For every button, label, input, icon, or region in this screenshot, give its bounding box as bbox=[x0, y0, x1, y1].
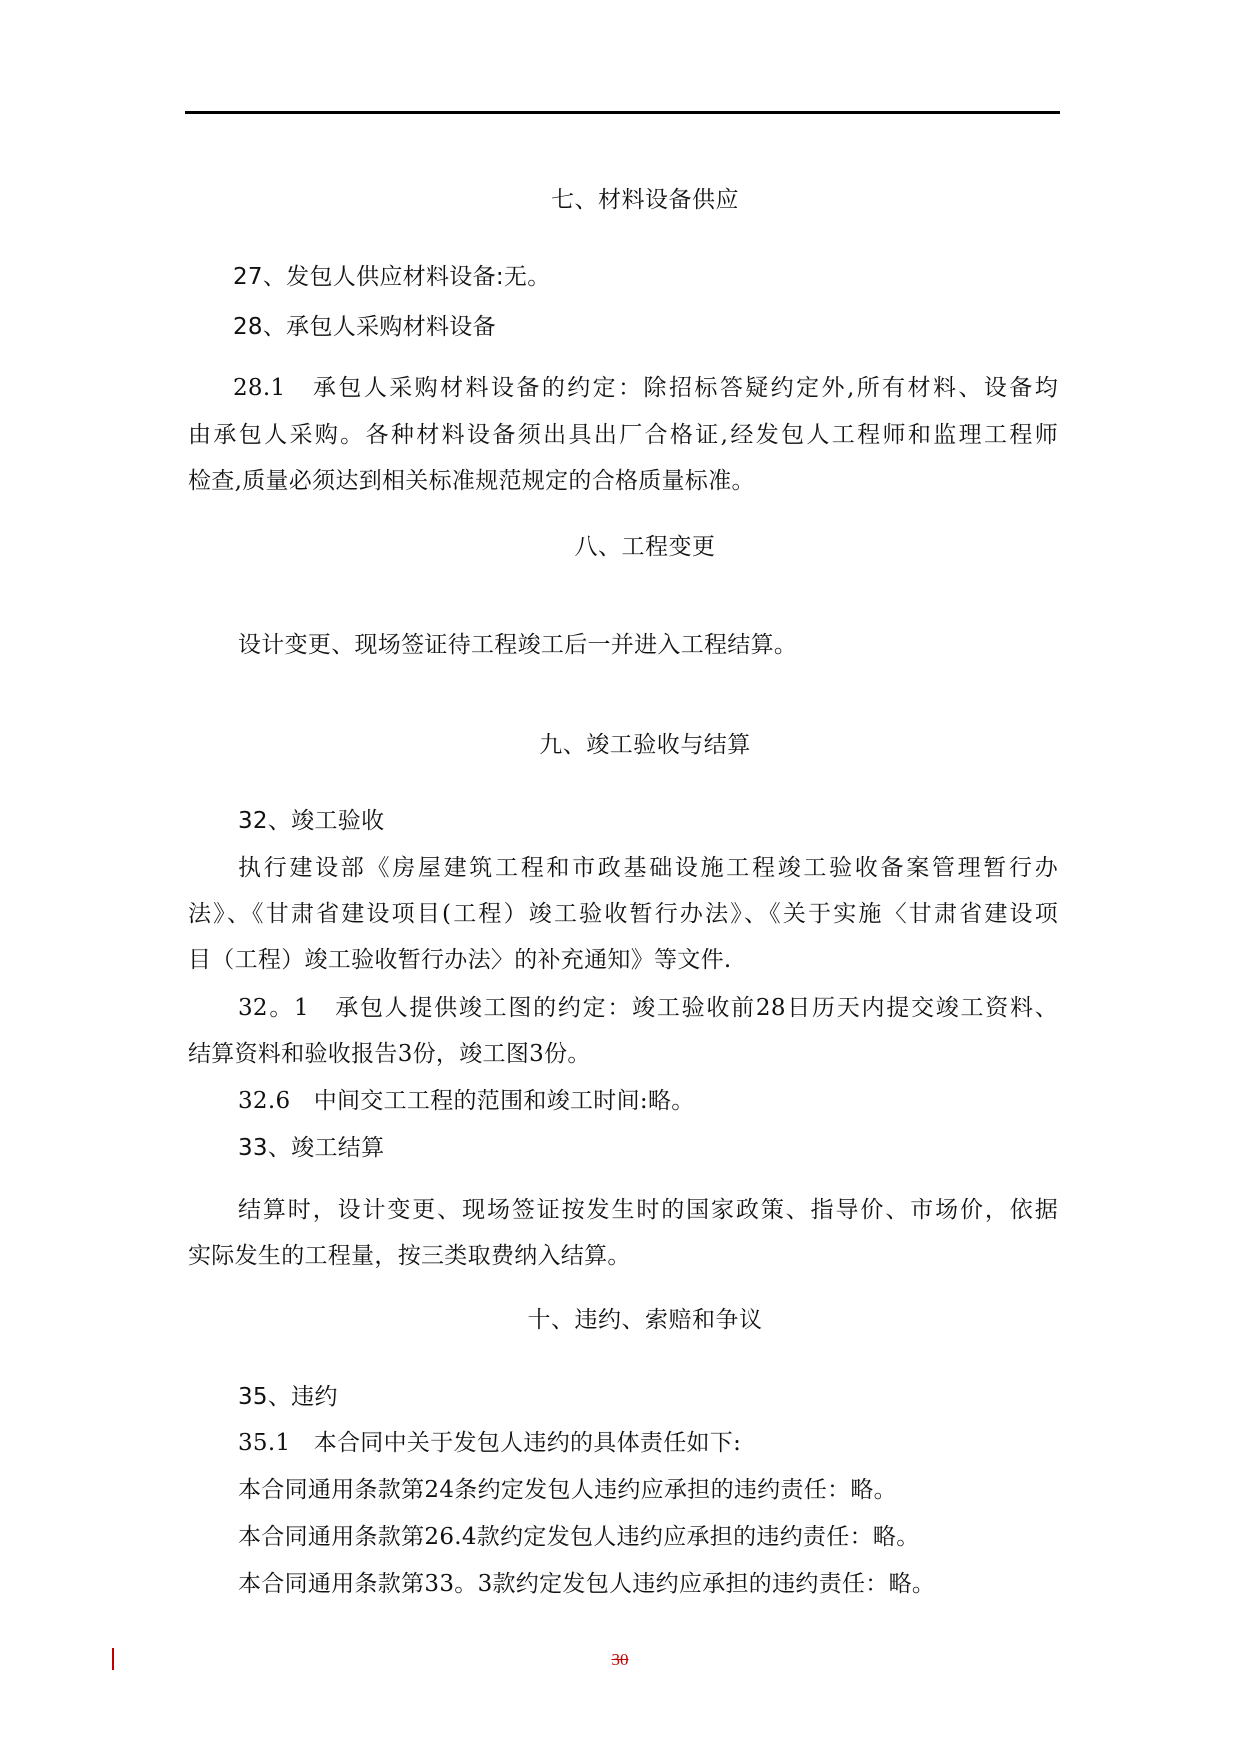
clause-32-line-1: 执行建设部《房屋建筑工程和市政基础设施工程竣工验收备案管理暂行办 bbox=[238, 855, 1058, 881]
header-rule bbox=[185, 111, 1060, 114]
clause-32-line-2: 法》、《甘肃省建设项目(工程）竣工验收暂行办法》、《关于实施〈甘肃省建设项 bbox=[188, 901, 1058, 927]
clause-32-1-line-1: 32。1 承包人提供竣工图的约定：竣工验收前28日历天内提交竣工资料、 bbox=[238, 995, 1058, 1021]
change-paragraph: 设计变更、现场签证待工程竣工后一并进入工程结算。 bbox=[238, 632, 798, 658]
clause-32: 32、竣工验收 bbox=[238, 808, 385, 834]
footer-margin-bar bbox=[112, 1648, 114, 1670]
clause-33: 33、竣工结算 bbox=[238, 1135, 385, 1161]
clause-35: 35、违约 bbox=[238, 1384, 338, 1410]
section-heading-change: 八、工程变更 bbox=[574, 534, 716, 560]
clause-35-1-b: 本合同通用条款第26.4款约定发包人违约应承担的违约责任：略。 bbox=[238, 1524, 920, 1550]
clause-28-1-line-2: 由承包人采购。各种材料设备须出具出厂合格证,经发包人工程师和监理工程师 bbox=[188, 422, 1058, 448]
clause-28: 28、承包人采购材料设备 bbox=[233, 314, 496, 340]
clause-35-1-c: 本合同通用条款第33。3款约定发包人违约应承担的违约责任：略。 bbox=[238, 1571, 936, 1597]
clause-32-line-3: 目（工程）竣工验收暂行办法〉的补充通知》等文件. bbox=[188, 947, 732, 973]
clause-32-1-line-2: 结算资料和验收报告3份，竣工图3份。 bbox=[188, 1041, 591, 1067]
clause-28-1-line-3: 检查,质量必须达到相关标准规范规定的合格质量标准。 bbox=[188, 468, 755, 494]
clause-33-line-1: 结算时，设计变更、现场签证按发生时的国家政策、指导价、市场价，依据 bbox=[238, 1197, 1058, 1223]
section-heading-materials: 七、材料设备供应 bbox=[551, 187, 739, 213]
clause-35-1: 35.1 本合同中关于发包人违约的具体责任如下: bbox=[238, 1430, 742, 1456]
page-number: 30 bbox=[611, 1650, 629, 1669]
clause-27: 27、发包人供应材料设备:无。 bbox=[233, 264, 551, 290]
section-heading-completion: 九、竣工验收与结算 bbox=[539, 732, 751, 758]
clause-35-1-a: 本合同通用条款第24条约定发包人违约应承担的违约责任：略。 bbox=[238, 1477, 897, 1503]
clause-33-line-2: 实际发生的工程量，按三类取费纳入结算。 bbox=[188, 1243, 631, 1269]
section-heading-breach: 十、违约、索赔和争议 bbox=[527, 1307, 763, 1333]
clause-28-1-line-1: 28.1 承包人采购材料设备的约定：除招标答疑约定外,所有材料、设备均 bbox=[233, 375, 1058, 401]
clause-32-6: 32.6 中间交工工程的范围和竣工时间:略。 bbox=[238, 1088, 695, 1114]
